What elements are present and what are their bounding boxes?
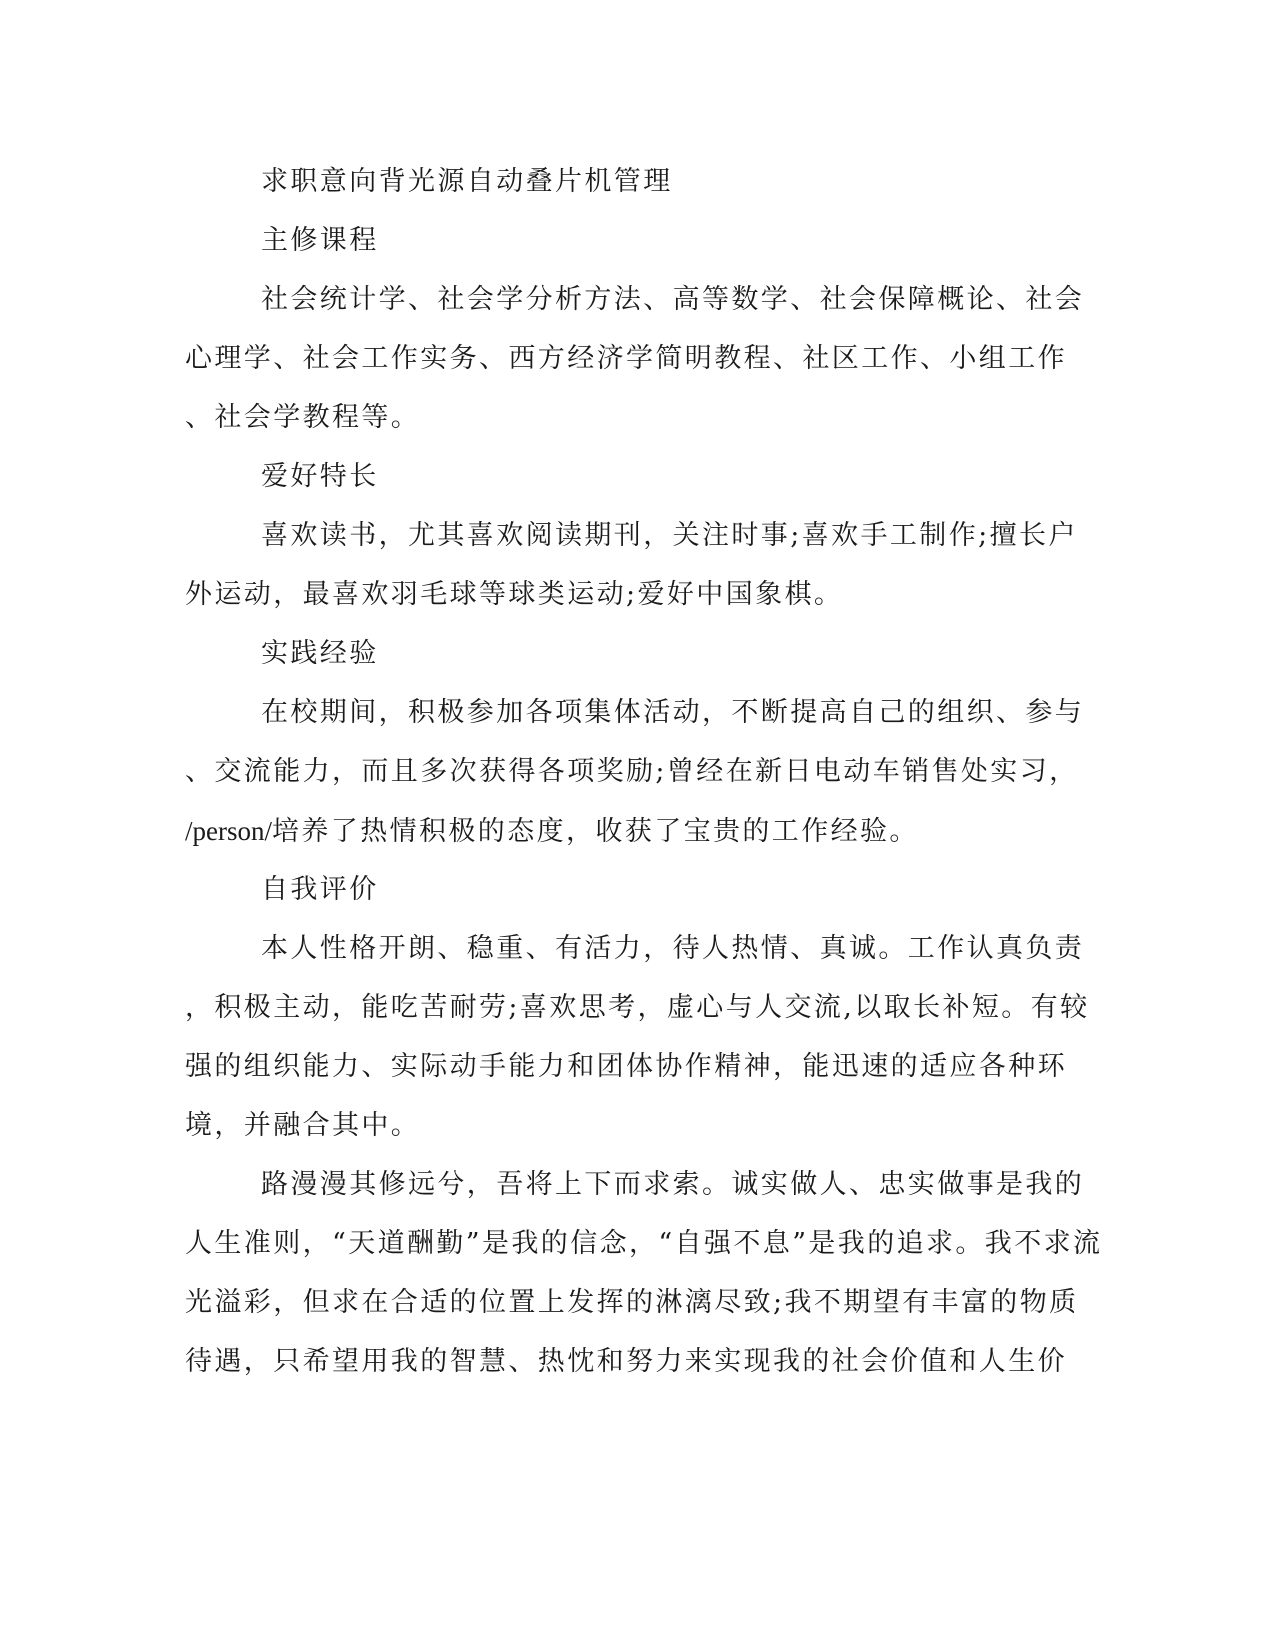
closing-line-4: 待遇，只希望用我的智慧、热忱和努力来实现我的社会价值和人生价 <box>185 1346 1067 1377</box>
hobbies-line-2: 外运动，最喜欢羽毛球等球类运动;爱好中国象棋。 <box>185 579 844 610</box>
closing-line-1: 路漫漫其修远兮，吾将上下而求索。诚实做人、忠实做事是我的 <box>261 1169 1085 1200</box>
experience-line-3-text: 培养了热情积极的态度，收获了宝贵的工作经验。 <box>272 816 919 847</box>
closing-line-2: 人生准则，“天道酬勤”是我的信念，“自强不息”是我的追求。我不求流 <box>185 1228 1103 1259</box>
self-evaluation-line-4: 境，并融合其中。 <box>185 1110 421 1141</box>
section-heading-self-evaluation: 自我评价 <box>261 874 379 905</box>
section-heading-hobbies: 爱好特长 <box>261 461 379 492</box>
experience-line-1: 在校期间，积极参加各项集体活动，不断提高自己的组织、参与 <box>261 697 1085 728</box>
section-heading-experience: 实践经验 <box>261 638 379 669</box>
courses-line-2: 心理学、社会工作实务、西方经济学简明教程、社区工作、小组工作 <box>185 343 1067 374</box>
courses-line-3: 、社会学教程等。 <box>185 402 421 433</box>
experience-line-3-url-fragment: /person/ <box>185 816 272 846</box>
section-heading-courses: 主修课程 <box>261 225 379 256</box>
closing-line-3: 光溢彩，但求在合适的位置上发挥的淋漓尽致;我不期望有丰富的物质 <box>185 1287 1079 1318</box>
self-evaluation-line-3: 强的组织能力、实际动手能力和团体协作精神，能迅速的适应各种环 <box>185 1051 1067 1082</box>
hobbies-line-1: 喜欢读书，尤其喜欢阅读期刊，关注时事;喜欢手工制作;擅长户 <box>261 520 1078 551</box>
experience-line-3 <box>185 811 1085 851</box>
self-evaluation-line-2: ，积极主动，能吃苦耐劳;喜欢思考，虚心与人交流,以取长补短。有较 <box>185 992 1090 1023</box>
self-evaluation-line-1: 本人性格开朗、稳重、有活力，待人热情、真诚。工作认真负责 <box>261 933 1085 964</box>
courses-line-1: 社会统计学、社会学分析方法、高等数学、社会保障概论、社会 <box>261 284 1085 315</box>
experience-line-2: 、交流能力，而且多次获得各项奖励;曾经在新日电动车销售处实习， <box>185 756 1079 787</box>
job-objective-line: 求职意向背光源自动叠片机管理 <box>261 166 673 197</box>
